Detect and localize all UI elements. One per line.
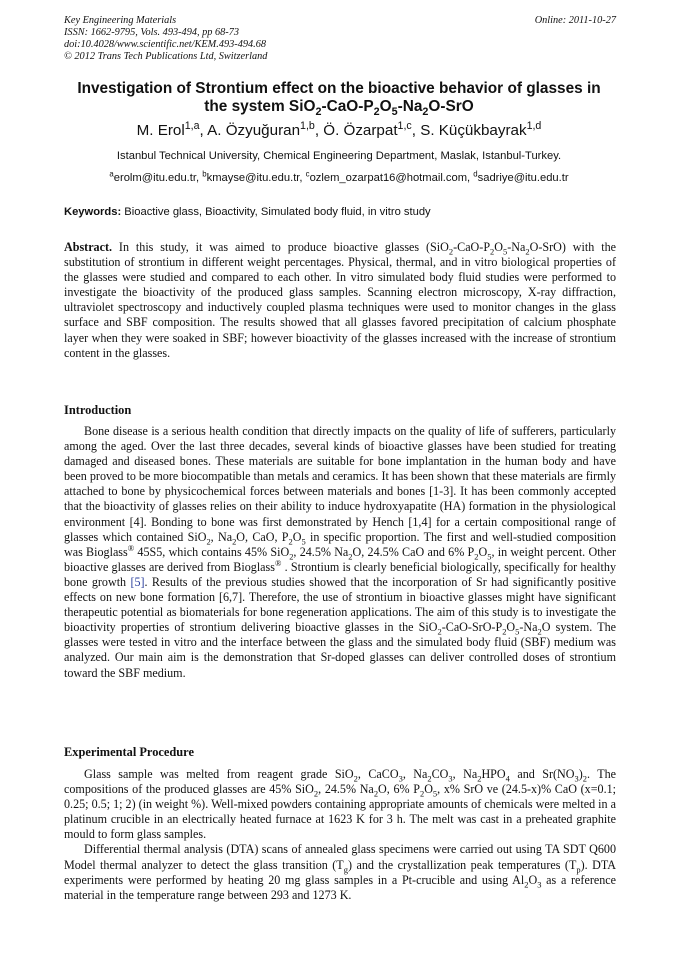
experimental-paragraph-1: Glass sample was melted from reagent grade SiO$_2$, CaCO$_3$, $Na_2CO_3$, $Na_2HPO_4$ and $Sr(NO_3)_2$. The compositions of the produced glasses are 45% SiO$_2$, 24.5% $Na_2O$, 6% $P_2O_5$, x% SrO ve (24.5-x)% CaO (x=0.1; 0.25; 0.5; 1; 2) (in weight %). Well-mixed powders containing appropriate amounts of chemicals were melted in a platinum crucible in an electrically heated furnace at 1623 K for 3 h. The melt was cast in a preheated graphite mould to form glass samples. xyxy=(64,767,617,842)
title-line-1: Investigation of Strontium effect on the bioactive behavior of glasses in xyxy=(77,80,601,97)
keywords-label: Keywords: xyxy=(64,206,122,218)
author-ozyuguran: A. Özyuğuran xyxy=(207,122,301,139)
author-ozarpat: Ö. Özarpat xyxy=(323,122,398,139)
experimental-text xyxy=(64,767,616,903)
online-date: Online: 2011-10-27 xyxy=(534,15,616,26)
affiliation: Istanbul Technical University, Chemical Engineering Department, Maslak, Istanbul-Turkey. xyxy=(116,150,562,162)
author-list: M. Erol$^{1,a}$, A. Özyuğuran$^{1,b}$, Ö. Özarpat$^{1,c}$, S. Küçükbayrak$^{1,d}$ xyxy=(136,119,542,139)
abstract-label: Abstract. xyxy=(64,240,113,254)
experimental-paragraph-2: Differential thermal analysis (DTA) scans of annealed glass specimens were carried out using TA SDT Q600 Model thermal analyzer to detect the glass transition $(T_g)$ and the crystallization peak temperatures $(T_p)$. DTA experiments were performed by heating 20 mg glass samples in a Pt-crucible and using $Al_2O_3$ as a reference material in the temperature range between 293 and 1273 K. xyxy=(64,842,616,902)
author-kucukbayrak: S. Küçükbayrak xyxy=(420,122,527,139)
issn-line: ISSN: 1662-9795, Vols. 493-494, pp 68-73 xyxy=(64,27,240,38)
keywords xyxy=(64,205,616,219)
email-d[interactable]: sadriye@itu.edu.tr xyxy=(477,172,569,184)
author-erol: M. Erol xyxy=(136,122,185,139)
citation-link-5[interactable]: [5] xyxy=(130,574,145,589)
copyright-line: © 2012 Trans Tech Publications Ltd, Switzerland xyxy=(64,51,268,62)
email-c[interactable]: ozlem_ozarpat16@hotmail.com, xyxy=(309,172,474,184)
introduction-text: Bone disease is a serious health condition that directly impacts on the quality of life of sufferers, particularly among the aged. Over the last three decades, several kinds of bioactive glasses have been studied for treating damaged and diseased bones. These materials are suitable for bone implantation in the human body and have been proved to be more biocompatible than metals and ceramics. It has been shown that these materials are firmly attached to bone by physicochemical forces between materials and bones [1-3]. It has been commonly accepted that the bioactivity of glasses relies on their ability to induce hydroxyapatite (HA) formation in the physiological environment [4]. Bonding to bone was first demonstrated by Hench [1,4] for a certain compositional range of glasses which contained SiO$_2$, $Na_2O$, CaO, $P_2O_5$ in specific proportion. The first and well-studied composition was Bioglass® 45S5, which contains 45% SiO$_2$, 24.5% $Na_2O$, 24.5% CaO and 6% $P_2O_5$, in weight percent. Other bioactive glasses are derived from Bioglass® . Strontium is clearly beneficial biologically, specifically for healthy bone growth [5]. Results of the previous studies showed that the incorporation of Sr had significantly positive effects on new bone formation [6,7]. Therefore, the use of strontium in bioactive glasses might have significant therapeutic potential as biomaterials for bone regeneration applications. The aim of this study is to investigate the bioactivity properties of strontium delivering bioactive glasses in the $SiO_2-CaO-SrO-P_2O_5-Na_2O$ system. The glasses were tested in vitro and the interface between the glass and the simulated body fluid (SBF) medium was analyzed. Our main aim is the demonstration that Sr-doped glasses can deliver controlled doses of strontium toward the SBF medium. xyxy=(64,424,617,680)
email-a[interactable]: erolm@itu.edu.tr, xyxy=(113,172,203,184)
abstract: Abstract. In this study, it was aimed to produce bioactive glasses $(SiO_2-CaO-P_2O_5-Na_2O-SrO)$ with the substitution of strontium in different weight percentages. Physical, thermal, and in vitro biological properties of the glasses were studied and compared to each other. In vitro simulated body fluid studies were performed to investigate the bioactivity of the produced glass samples. Scanning electron microscopy, X-ray diffraction, ultraviolet spectroscopy and inductively coupled plasma techniques were used to monitor changes in the glass surface and SBF composition. The results showed that all glasses favored precipitation of calcium phosphate layer when they were soaked in SBF; however bioactivity of the glasses increased with the increase of strontium content in the glasses. xyxy=(64,240,616,360)
section-heading-experimental: Experimental Procedure xyxy=(64,745,194,759)
publication-info xyxy=(64,15,616,63)
title-line-2: the system $SiO_2-CaO-P_2O_5-Na_2O$-SrO xyxy=(204,98,474,119)
author-emails: $^a$erolm@itu.edu.tr, $^b$kmayse@itu.edu.tr, $^c$ozlem_ozarpat16@hotmail.com, $^d$sadriye@itu.edu.tr xyxy=(109,169,569,184)
doi-line: doi:10.4028/www.scientific.net/KEM.493-494.68 xyxy=(64,39,267,50)
paper-title xyxy=(44,80,634,119)
section-heading-introduction: Introduction xyxy=(64,403,132,417)
email-b[interactable]: kmayse@itu.edu.tr, xyxy=(206,172,306,184)
keywords-text: Bioactive glass, Bioactivity, Simulated body fluid, in vitro study xyxy=(121,206,431,218)
journal-name: Key Engineering Materials xyxy=(64,15,177,26)
